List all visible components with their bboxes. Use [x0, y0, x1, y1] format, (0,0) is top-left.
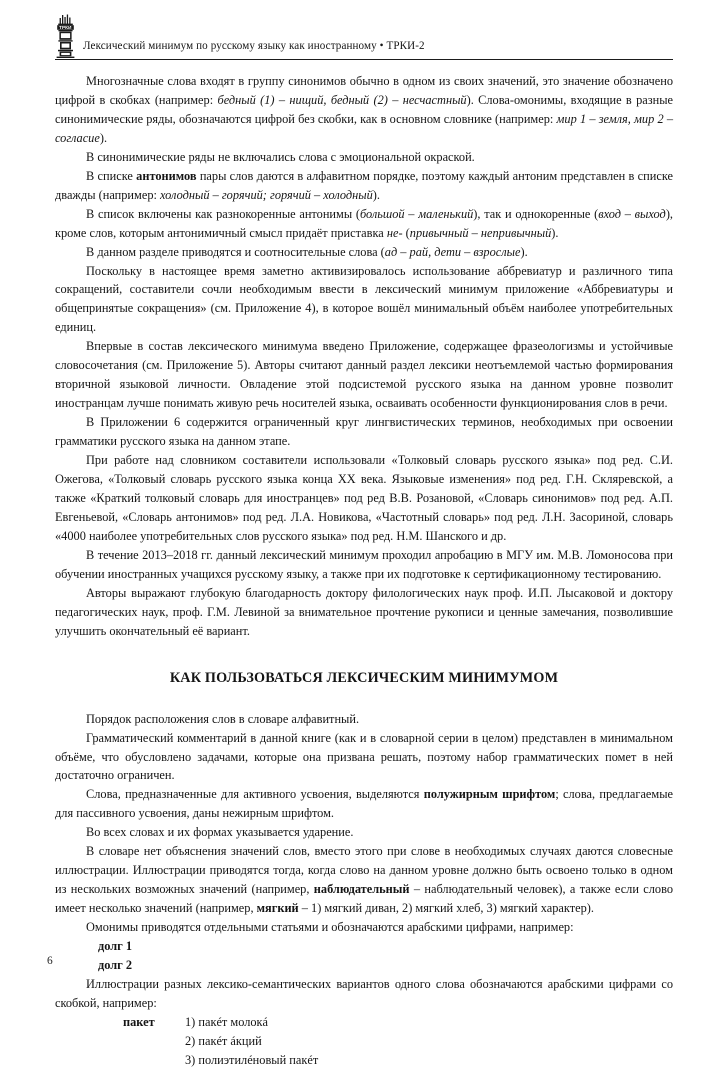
text-run-italic: ад – рай, дети – взрослые — [384, 244, 521, 259]
text-run-italic: большой – маленький — [360, 206, 474, 221]
body-paragraph — [55, 451, 673, 546]
text-run-roman: Впервые в состав лексического минимума введено Приложение, содержащее фразеологизмы и устойчивые словосочетания (см. Приложение 5). Авторы считают данный раздел лексики неотъемлемой частью формирования вторичной языковой личности. Овладение этой подсистемой русского языка на данном уровне позволит иностранцам лучше понимать живую речь носителей языка, осваивать особенности функционирования слов в речи. — [55, 339, 673, 411]
body-paragraph — [55, 729, 673, 786]
header-title: Лексический минимум по русскому языку как иностранному • ТРКИ-2 — [83, 40, 425, 52]
page-content — [55, 72, 673, 1070]
text-run-roman: ; слова, предлагаемые для пассивного усвоения, даны нежирным шрифтом. — [55, 787, 673, 821]
homonym-entry-list — [55, 937, 673, 975]
text-run-roman: Во всех словах и их формах указывается ударение. — [86, 825, 354, 840]
text-run-italic: бедный (1) – нищий, бедный (2) – несчастный — [217, 92, 467, 107]
section-heading: КАК ПОЛЬЗОВАТЬСЯ ЛЕКСИЧЕСКИМ МИНИМУМОМ — [169, 669, 559, 686]
running-header — [55, 14, 673, 60]
text-run-bold: наблюдательный — [313, 882, 410, 897]
text-run-roman: В Приложении 6 содержится ограниченный круг лингвистических терминов, необходимых при освоении грамматики русского языка на данном этапе. — [55, 415, 673, 449]
body-paragraph — [55, 710, 673, 729]
body-paragraph — [55, 205, 673, 243]
lsv-intro-paragraph-group — [55, 975, 673, 1013]
trki-emblem-label: ТРКИ — [59, 24, 72, 30]
text-run-roman: ). Слова-омонимы, входящие в разные синонимические ряды, обозначаются цифрой без скобки, как в основном словнике (например: — [55, 92, 674, 126]
text-run-roman: Авторы выражают глубокую благодарность доктору филологических наук проф. И.П. Лысаковой и доктору педагогических наук, проф. Г.М. Левиной за внимательное прочтение рукописи и ценные замечания, позволившие улучшить окончательный её вариант. — [55, 585, 673, 638]
text-run-roman: В данном разделе приводятся и соотносительные слова ( — [86, 244, 385, 259]
usage-paragraph-group — [55, 710, 673, 937]
body-paragraph — [55, 337, 673, 413]
body-paragraph — [55, 413, 673, 451]
body-paragraph — [55, 148, 673, 167]
body-paragraph — [55, 975, 673, 1013]
body-paragraph — [55, 785, 673, 823]
text-run-italic: холодный – горячий; горячий – холодный — [160, 187, 373, 202]
text-run-roman: В течение 2013–2018 гг. данный лексический минимум проходил апробацию в МГУ им. М.В. Ломоносова при обучении иностранных учащихся русскому языку, а также при их подготовке к сертификационному тестированию. — [55, 547, 673, 581]
homonym-entry: долг 2 — [98, 957, 133, 972]
text-run-roman: Грамматический комментарий в данной книге (как и в словарной серии в целом) представлен в минимальном объёме, что обусловлено задачами, которые она призвана решать, поэтому набор грамматических помет в ней достаточно ограничен. — [55, 730, 673, 783]
text-run-roman: В список включены как разнокоренные антонимы ( — [86, 206, 360, 221]
heading-spacer-above — [55, 641, 673, 668]
intro-paragraph-group — [55, 72, 673, 641]
text-run-roman: При работе над словником составители использовали «Толковый словарь русского языка» под ред. С.И. Ожегова, «Толковый словарь русского языка конца XX века. Языковые изменения» под ред. Г.Н. Скляревской, а также «Краткий толковый словарь для иностранцев» под ред В.В. Розановой, «Словарь синонимов» под ред. А.П. Евгеньевой, «Словарь антонимов» под ред. Л.А. Новикова, «Частотный словарь» под ред. Л.Н. Засориной, словарь «4000 наиболее употребительных слов русского языка» под ред. Н.М. Шанского и др. — [55, 453, 673, 543]
text-run-roman: ). — [551, 225, 559, 240]
text-run-roman: Поскольку в настоящее время заметно активизировалось использование аббревиатур и различного типа сокращений, составители сочли необходимым ввести в лексический минимум приложение «Аббревиатуры и общепринятые сокращения» (см. Приложение 4), в которое вошёл минимальный объём наиболее употребительных единиц. — [55, 263, 673, 335]
example-sense-row — [123, 1051, 673, 1070]
text-run-roman: – 1) мягкий диван, 2) мягкий хлеб, 3) мягкий характер). — [298, 901, 594, 916]
text-run-roman: Порядок расположения слов в словаре алфавитный. — [86, 711, 360, 726]
text-run-italic: не- — [386, 225, 403, 240]
text-run-italic: мир 1 – земля, мир 2 – согласие — [55, 111, 674, 145]
text-run-roman: ). — [520, 244, 528, 259]
text-run-roman: – наблюдательный человек), а также если слово имеет несколько значений (например, — [55, 882, 673, 916]
body-paragraph — [55, 72, 673, 148]
heading-spacer-below — [55, 688, 673, 710]
text-run-roman: Иллюстрации разных лексико-семантических вариантов одного слова обозначаются арабскими цифрами со скобкой, например: — [55, 976, 673, 1010]
example-sense-row — [123, 1032, 673, 1051]
text-run-bold: антонимов — [136, 168, 197, 183]
example-headword: пакет — [123, 1014, 155, 1029]
lexical-example-block — [55, 1013, 673, 1070]
body-paragraph — [55, 167, 673, 205]
example-sense-text: 2) пакéт áкций — [185, 1033, 262, 1048]
body-paragraph — [55, 842, 673, 918]
text-run-roman: Омонимы приводятся отдельными статьями и обозначаются арабскими цифрами, например: — [86, 920, 574, 935]
header-divider — [55, 59, 673, 60]
text-run-roman: ). — [99, 130, 108, 145]
text-run-roman: пары слов даются в алфавитном порядке, поэтому каждый антоним представлен в списке дважды (например: — [55, 168, 673, 202]
text-run-bold: мягкий — [256, 901, 299, 916]
body-paragraph — [55, 262, 673, 338]
example-sense-text: 1) пакéт молокá — [185, 1014, 269, 1029]
body-paragraph — [55, 546, 673, 584]
body-paragraph — [55, 584, 673, 641]
text-run-roman: В словаре нет объяснения значений слов, вместо этого при слове в необходимых случаях даются словесные иллюстрации. Иллюстрации приводятся тогда, когда слово на данном уровне должно быть освоено только в одном из нескольких возможных значений (например, — [55, 844, 673, 897]
text-run-roman: ). — [372, 187, 380, 202]
homonym-entry: долг 1 — [98, 939, 133, 954]
text-run-roman: В списке — [86, 168, 137, 183]
body-paragraph — [55, 823, 673, 842]
text-run-italic: привычный – непривычный — [409, 225, 552, 240]
text-run-roman: ), кроме слов, которым антонимичный смысл придаёт приставка — [55, 206, 674, 240]
trki-emblem-icon — [55, 14, 77, 58]
text-run-roman: В синонимические ряды не включались слова с эмоциональной окраской. — [86, 149, 475, 164]
text-run-bold: полужирным шрифтом — [423, 787, 556, 802]
text-run-roman: ( — [402, 225, 410, 240]
page-number: 6 — [47, 955, 53, 967]
text-run-italic: вход – выход — [598, 206, 666, 221]
example-sense-text: 3) полиэтилéновый пакéт — [185, 1052, 319, 1067]
text-run-roman: ), так и однокоренные ( — [473, 206, 599, 221]
example-sense-row — [123, 1013, 673, 1032]
body-paragraph — [55, 918, 673, 937]
text-run-roman: Слова, предназначенные для активного усвоения, выделяются — [86, 787, 424, 802]
text-run-roman: Многозначные слова входят в группу синонимов обычно в одном из своих значений, это значение обозначено цифрой в скобках (например: — [55, 74, 673, 107]
body-paragraph — [55, 243, 673, 262]
